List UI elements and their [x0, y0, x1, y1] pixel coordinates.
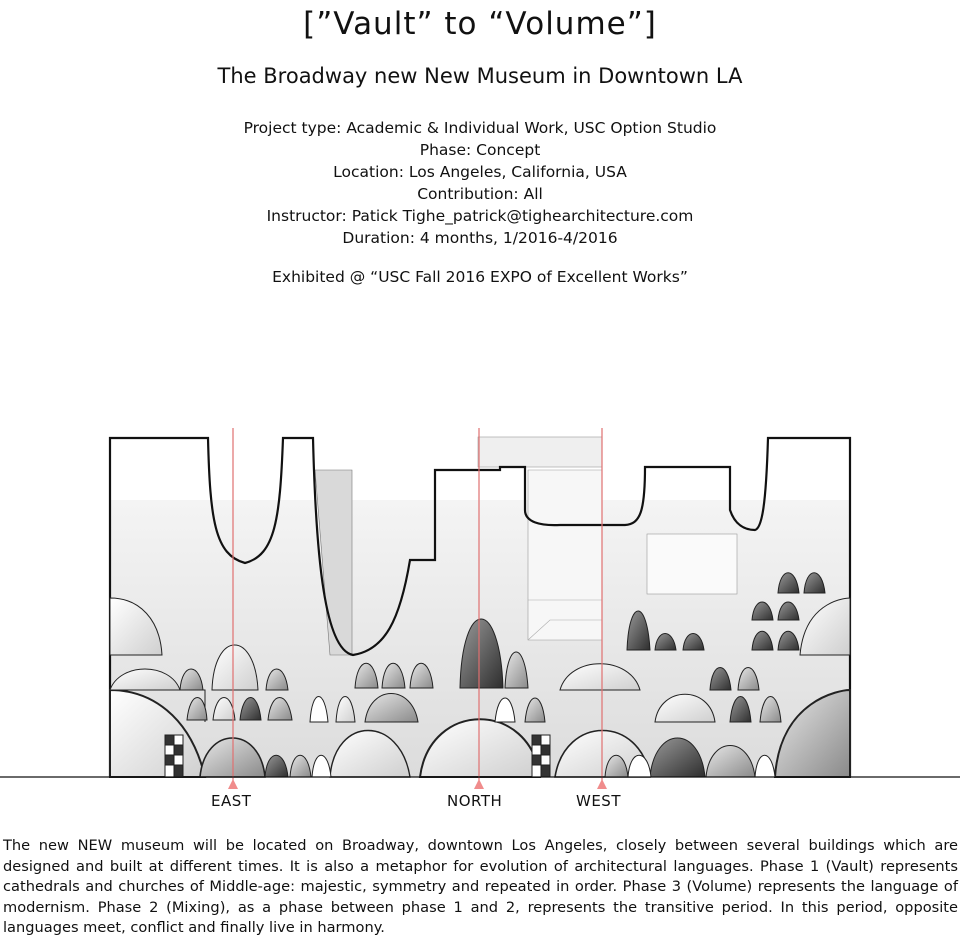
meta-row-duration: [0, 227, 960, 249]
meta-value: Academic & Individual Work, USC Option Studio: [346, 119, 717, 137]
meta-label: Phase:: [419, 141, 472, 159]
meta-label: Instructor:: [266, 207, 347, 225]
page-title: [”Vault” to “Volume”]: [303, 6, 657, 42]
label-north: NORTH: [447, 792, 503, 810]
meta-value: 4 months, 1/2016-4/2016: [419, 229, 618, 247]
meta-label: Contribution:: [417, 185, 519, 203]
exhibited-note: Exhibited @ “USC Fall 2016 EXPO of Excellent Works”: [272, 268, 688, 286]
meta-value: Patick Tighe_patrick@tighearchitecture.com: [351, 207, 694, 225]
project-meta: [0, 117, 960, 249]
direction-markers: [228, 779, 607, 789]
elevation-drawing: [0, 420, 960, 820]
meta-row-phase: [0, 139, 960, 161]
label-west: WEST: [576, 792, 621, 810]
meta-value: Concept: [476, 141, 541, 159]
meta-value: Los Angeles, California, USA: [408, 163, 627, 181]
meta-label: Duration:: [342, 229, 415, 247]
project-description: The new NEW museum will be located on Broadway, downtown Los Angeles, closely between several buildings which are designed and built at different times. It is also a metaphor for evolution of architectural languages. Phase 1 (Vault) represents cathedrals and churches of Middle-age: majestic, symmetry and repeated in order. Phase 3 (Volume) represents the language of modernism. Phase 2 (Mixing), as a phase between phase 1 and 2, represents the transitive period. In this period, opposite languages meet, conflict and finally live in harmony.: [3, 837, 958, 937]
meta-row-location: [0, 161, 960, 183]
label-east: EAST: [211, 792, 252, 810]
meta-label: Location:: [333, 163, 404, 181]
north-marker-icon: [474, 779, 484, 789]
meta-label: Project type:: [243, 119, 342, 137]
east-marker-icon: [228, 779, 238, 789]
meta-value: All: [523, 185, 543, 203]
meta-row-contribution: [0, 183, 960, 205]
page-subtitle: The Broadway new New Museum in Downtown LA: [217, 64, 743, 88]
meta-row-project-type: [0, 117, 960, 139]
west-marker-icon: [597, 779, 607, 789]
meta-row-instructor: [0, 205, 960, 227]
